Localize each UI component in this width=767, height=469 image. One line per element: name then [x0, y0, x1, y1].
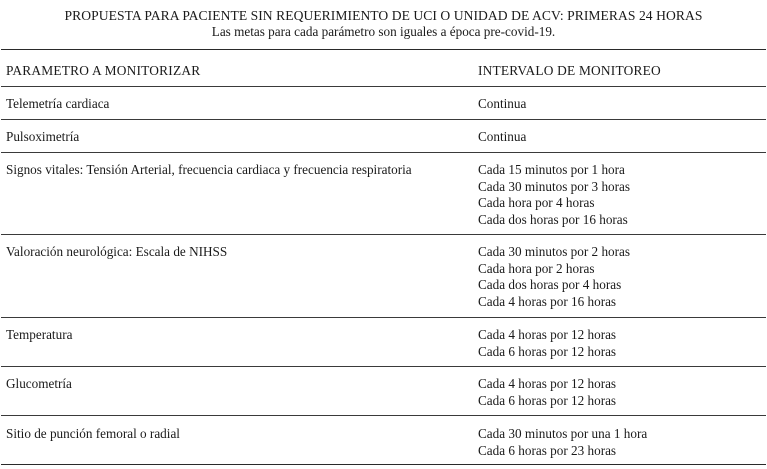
interval-line: Cada 6 horas por 12 horas — [478, 343, 617, 359]
interval-line: Continua — [478, 96, 527, 111]
interval-line: Cada 4 horas por 12 horas — [478, 327, 617, 342]
row-divider — [1, 152, 766, 153]
header-rule — [1, 86, 766, 87]
interval-line: Cada 6 horas por 12 horas — [478, 392, 617, 408]
row-param: Sitio de punción femoral o radial — [6, 426, 180, 441]
bottom-rule — [1, 464, 766, 465]
row-param: Temperatura — [6, 327, 73, 342]
interval-line: Cada 4 horas por 12 horas — [478, 376, 617, 391]
interval-line: Cada hora por 4 horas — [478, 195, 595, 210]
row-divider — [1, 317, 766, 318]
row-intervals — [478, 376, 616, 409]
top-rule — [1, 49, 766, 50]
row-intervals — [478, 327, 616, 360]
interval-line: Cada dos horas por 4 horas — [478, 277, 622, 292]
interval-line: Cada dos horas por 16 horas — [478, 211, 628, 227]
row-intervals — [478, 426, 647, 459]
row-divider — [1, 119, 766, 120]
table-subtitle: Las metas para cada parámetro son iguales a época pre-covid-19. — [211, 24, 556, 39]
row-intervals — [478, 96, 526, 113]
interval-line: Cada 6 horas por 23 horas — [478, 442, 617, 458]
row-intervals — [478, 162, 630, 228]
header-param: PARAMETRO A MONITORIZAR — [6, 63, 201, 78]
row-param: Pulsoximetría — [6, 129, 80, 144]
row-param: Signos vitales: Tensión Arterial, frecuencia cardiaca y frecuencia respiratoria — [6, 162, 412, 177]
row-param: Glucometría — [6, 376, 72, 391]
header-interval: INTERVALO DE MONITOREO — [478, 63, 661, 78]
interval-line: Cada hora por 2 horas — [478, 260, 595, 276]
table-title: PROPUESTA PARA PACIENTE SIN REQUERIMIENTO DE UCI O UNIDAD DE ACV: PRIMERAS 24 HORAS — [64, 8, 703, 23]
table-caption — [0, 8, 767, 40]
interval-line: Cada 30 minutos por 2 horas — [478, 244, 631, 259]
interval-line: Continua — [478, 129, 527, 144]
row-intervals — [478, 244, 630, 310]
interval-line: Cada 30 minutos por una 1 hora — [478, 426, 648, 441]
row-divider — [1, 234, 766, 235]
interval-line: Cada 4 horas por 16 horas — [478, 293, 617, 309]
row-divider — [1, 415, 766, 416]
row-intervals — [478, 129, 526, 146]
row-divider — [1, 366, 766, 367]
row-param: Telemetría cardiaca — [6, 96, 110, 111]
interval-line: Cada 30 minutos por 3 horas — [478, 178, 631, 194]
row-param: Valoración neurológica: Escala de NIHSS — [6, 244, 228, 259]
interval-line: Cada 15 minutos por 1 hora — [478, 162, 625, 177]
